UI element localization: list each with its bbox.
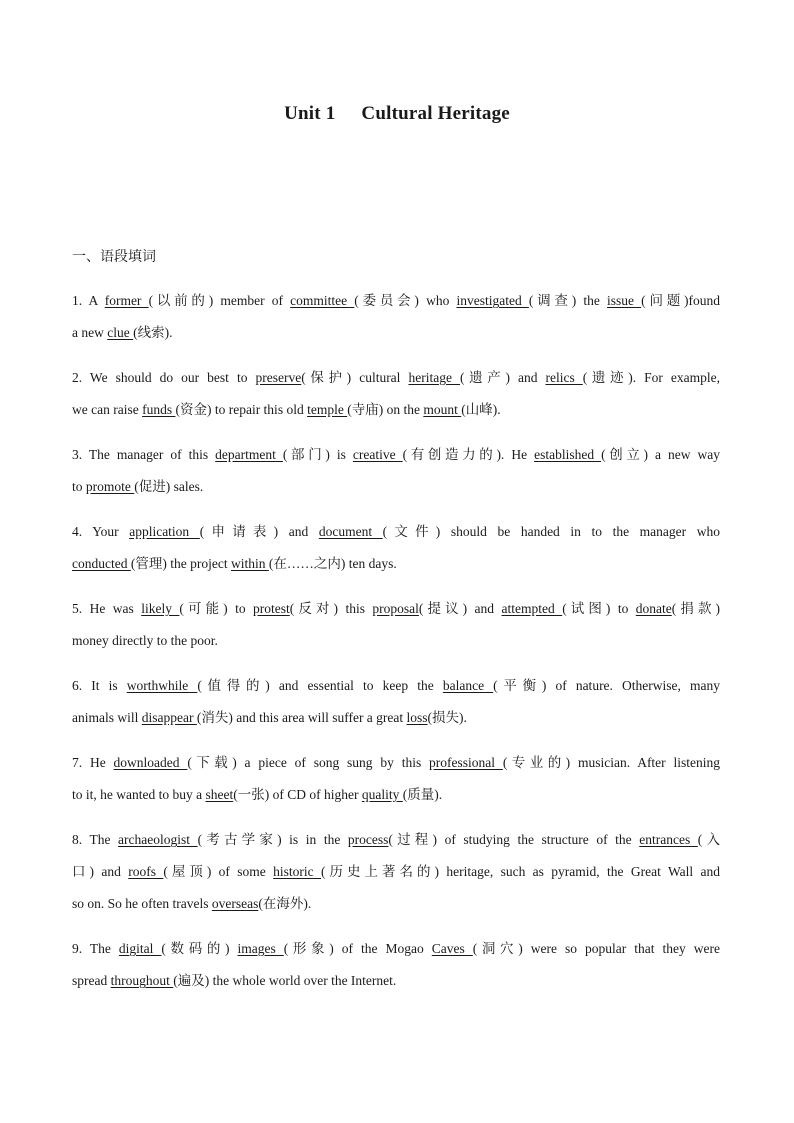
answer-word: established — [534, 447, 602, 462]
text-segment: 5. He was — [72, 601, 142, 616]
text-segment: (可能) to — [179, 601, 254, 616]
text-line — [72, 593, 720, 625]
text-line — [72, 824, 720, 856]
text-segment: 7. He — [72, 755, 114, 770]
text-segment: 8. The — [72, 832, 119, 847]
exercise-item — [72, 670, 720, 734]
text-line — [72, 888, 720, 920]
text-line — [72, 317, 720, 349]
text-segment: (质量). — [402, 787, 443, 802]
text-segment: (过程) of studying the structure of the — [388, 832, 640, 847]
answer-word: attempted — [501, 601, 563, 616]
exercise-item — [72, 747, 720, 811]
answer-word: roofs — [128, 864, 164, 879]
answer-word: heritage — [408, 370, 460, 385]
text-segment: 3. The manager of this — [72, 447, 216, 462]
title-unit: Unit 1 — [284, 103, 336, 124]
text-line — [72, 702, 720, 734]
answer-word: investigated — [456, 293, 529, 308]
text-segment: 口) and — [72, 864, 129, 879]
exercise-item — [72, 933, 720, 997]
text-segment: (消失) and this area will suffer a great — [196, 710, 407, 725]
answer-word: downloaded — [113, 755, 188, 770]
text-line — [72, 516, 720, 548]
text-segment: to — [72, 479, 86, 494]
answer-word: conducted — [72, 556, 131, 571]
answer-word: entrances — [639, 832, 698, 847]
answer-word: donate — [635, 601, 672, 616]
section-heading: 一、语段填词 — [72, 249, 156, 265]
text-segment: (下载) a piece of song sung by this — [187, 755, 430, 770]
answer-word: sheet — [205, 787, 234, 802]
text-segment: (屋顶) of some — [163, 864, 274, 879]
text-line — [72, 856, 720, 888]
text-line — [72, 625, 720, 657]
text-segment: 2. We should do our best to — [72, 370, 256, 385]
text-segment: (问题)found — [641, 293, 720, 308]
text-line — [72, 285, 720, 317]
text-segment: (以前的) member of — [148, 293, 291, 308]
text-segment: (值得的) and essential to keep the — [197, 678, 443, 693]
text-segment: (文件) should be handed in to the manager who — [382, 524, 720, 539]
text-segment: 6. It is — [72, 678, 127, 693]
text-segment: (促进) sales. — [134, 479, 204, 494]
text-segment: 9. The — [72, 941, 119, 956]
answer-word: department — [215, 447, 283, 462]
text-segment: (部门) is — [282, 447, 353, 462]
answer-word: throughout — [110, 973, 174, 988]
text-segment: (洞穴) were so popular that they were — [472, 941, 720, 956]
answer-word: historic — [273, 864, 322, 879]
answer-word: document — [318, 524, 383, 539]
answer-word: overseas — [211, 896, 259, 911]
exercise-item — [72, 516, 720, 580]
answer-word: committee — [290, 293, 355, 308]
exercise-item — [72, 824, 720, 920]
text-segment: money directly to the poor. — [72, 633, 218, 648]
text-segment: 4. Your — [72, 524, 130, 539]
page-title — [0, 103, 794, 125]
text-segment: (山峰). — [461, 402, 501, 417]
answer-word: disappear — [141, 710, 197, 725]
text-segment: (数码的) — [161, 941, 238, 956]
text-segment: (平衡) of nature. Otherwise, many — [493, 678, 720, 693]
text-segment: (有创造力的). He — [402, 447, 535, 462]
text-segment: (创立) a new way — [601, 447, 720, 462]
text-segment: we can raise — [72, 402, 143, 417]
answer-word: images — [237, 941, 284, 956]
answer-word: issue — [607, 293, 642, 308]
answer-word: Caves — [431, 941, 473, 956]
answer-word: funds — [142, 402, 176, 417]
text-line — [72, 965, 720, 997]
text-segment: (形象) of the Mogao — [283, 941, 432, 956]
answer-word: former — [104, 293, 149, 308]
text-segment: (保护) cultural — [301, 370, 409, 385]
answer-word: protest — [253, 601, 290, 616]
text-segment: (调查) the — [528, 293, 608, 308]
answer-word: likely — [141, 601, 180, 616]
text-segment: (遍及) the whole world over the Internet. — [173, 973, 397, 988]
exercise-item — [72, 439, 720, 503]
text-segment: (损失). — [427, 710, 467, 725]
text-line — [72, 394, 720, 426]
text-segment: (试图) to — [562, 601, 636, 616]
answer-word: temple — [307, 402, 348, 417]
answer-word: quality — [361, 787, 403, 802]
text-segment: animals will — [72, 710, 142, 725]
text-line — [72, 548, 720, 580]
answer-word: creative — [352, 447, 403, 462]
text-line — [72, 471, 720, 503]
text-segment: (资金) to repair this old — [175, 402, 308, 417]
answer-word: archaeologist — [118, 832, 198, 847]
text-segment: (反对) this — [289, 601, 373, 616]
answer-word: process — [347, 832, 389, 847]
answer-word: clue — [107, 325, 134, 340]
text-segment: (专业的) musician. After listening — [502, 755, 720, 770]
text-segment: 1. A — [72, 293, 105, 308]
text-segment: (一张) of CD of higher — [233, 787, 362, 802]
text-segment: (委员会) who — [354, 293, 457, 308]
text-segment: (在海外). — [258, 896, 312, 911]
text-line — [72, 779, 720, 811]
text-segment: (寺庙) on the — [347, 402, 424, 417]
text-line — [72, 670, 720, 702]
text-segment: so on. So he often travels — [72, 896, 212, 911]
text-segment: (线索). — [133, 325, 173, 340]
text-segment: (遗产) and — [459, 370, 546, 385]
text-segment: (申请表) and — [199, 524, 319, 539]
answer-word: balance — [442, 678, 494, 693]
answer-word: mount — [423, 402, 462, 417]
exercise-item — [72, 362, 720, 426]
answer-word: digital — [118, 941, 162, 956]
text-segment: (捐款) — [671, 601, 720, 616]
answer-word: within — [230, 556, 269, 571]
text-line — [72, 933, 720, 965]
text-segment: (遗迹). For example, — [582, 370, 720, 385]
text-line — [72, 362, 720, 394]
text-segment: a new — [72, 325, 108, 340]
text-segment: (管理) the project — [130, 556, 231, 571]
text-segment: to it, he wanted to buy a — [72, 787, 206, 802]
text-line — [72, 747, 720, 779]
text-segment: (在……之内) ten days. — [268, 556, 397, 571]
exercise-item — [72, 593, 720, 657]
answer-word: promote — [85, 479, 135, 494]
answer-word: loss — [406, 710, 428, 725]
text-segment: (历史上著名的) heritage, such as pyramid, the Great Wall and — [321, 864, 720, 879]
text-segment: spread — [72, 973, 111, 988]
exercise-item — [72, 285, 720, 349]
answer-word: relics — [545, 370, 583, 385]
answer-word: application — [129, 524, 200, 539]
title-text: Cultural Heritage — [361, 103, 510, 124]
answer-word: worthwhile — [126, 678, 198, 693]
text-segment: (入 — [697, 832, 720, 847]
answer-word: preserve — [255, 370, 302, 385]
answer-word: proposal — [372, 601, 419, 616]
text-segment: (提议) and — [418, 601, 502, 616]
answer-word: professional — [429, 755, 503, 770]
text-segment: (考古学家) is in the — [197, 832, 348, 847]
text-line — [72, 439, 720, 471]
